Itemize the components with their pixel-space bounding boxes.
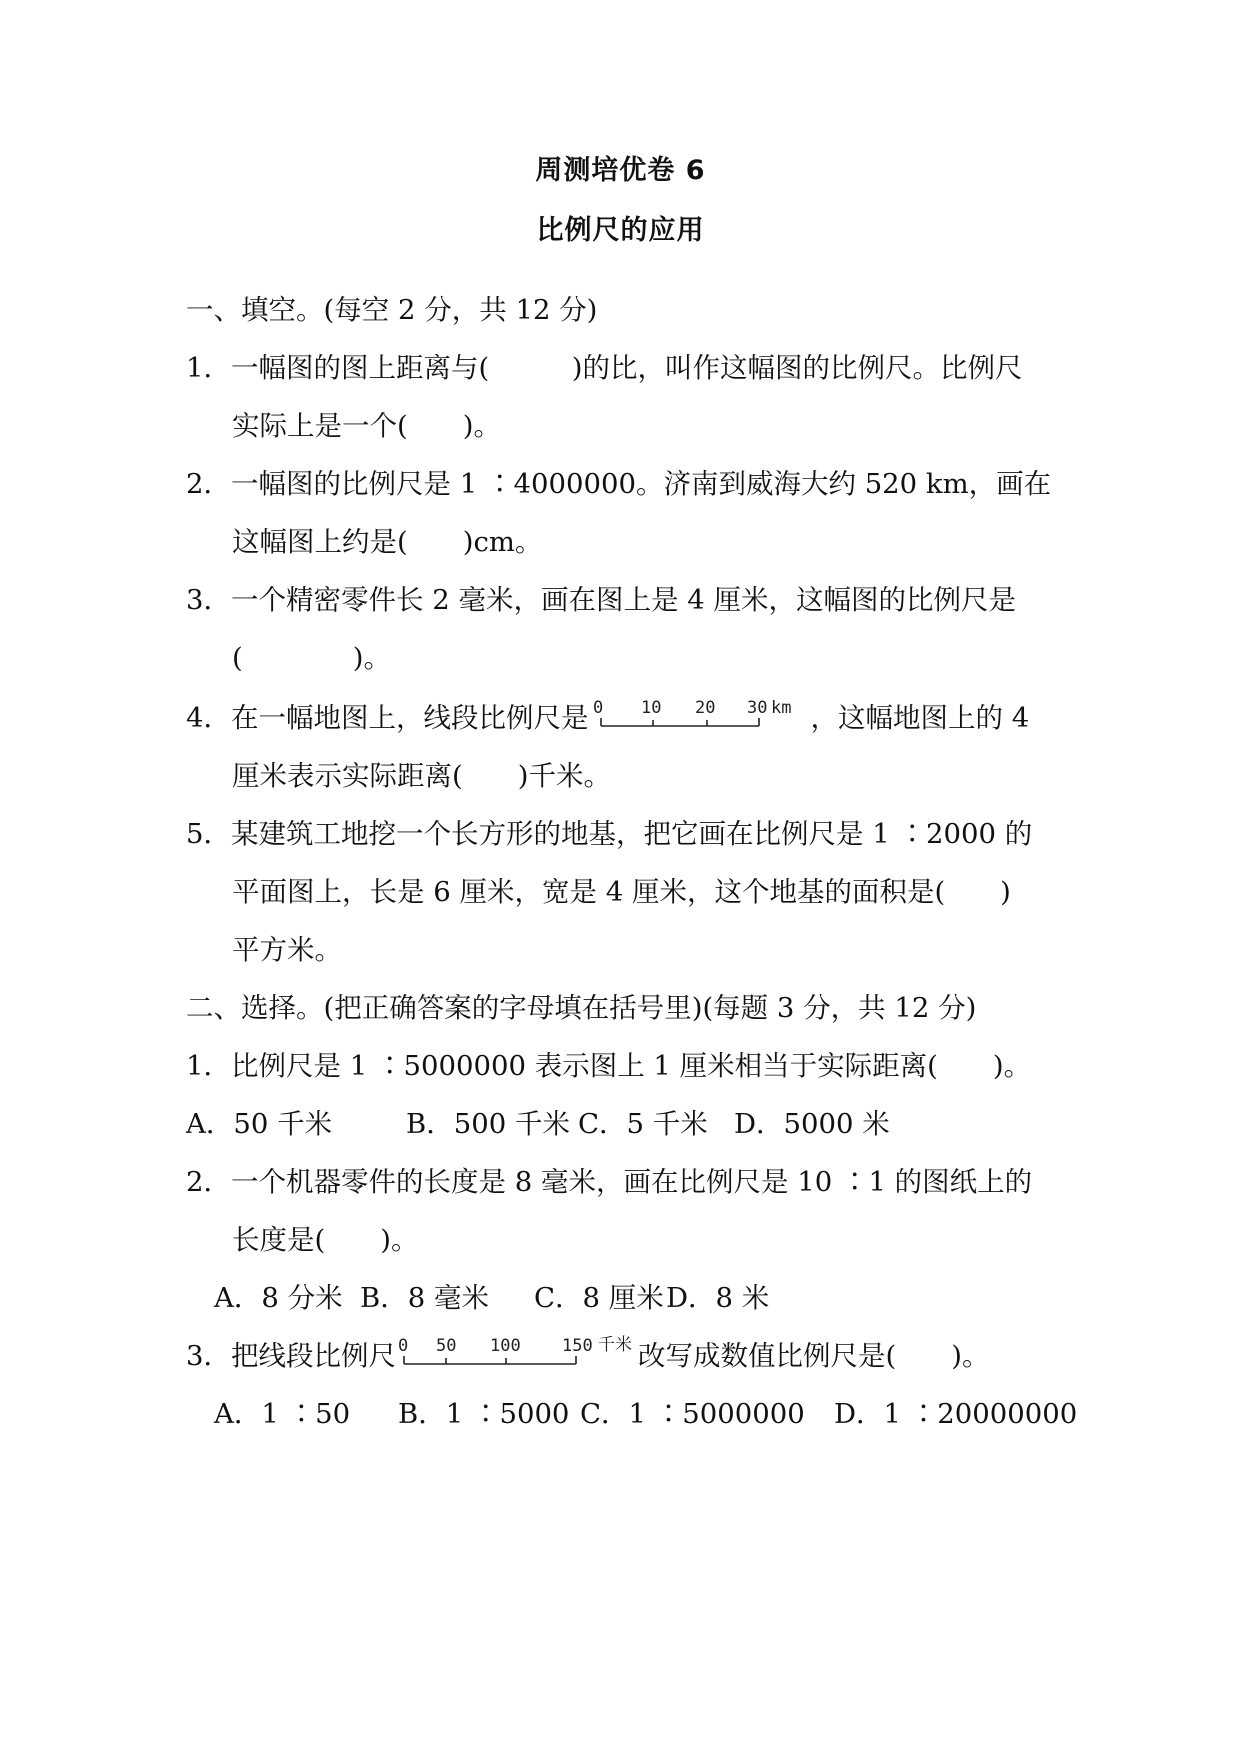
s2-q3-option-c: C．1 ∶5000000 bbox=[580, 1398, 805, 1430]
s1-q2-line1: 2．一幅图的比例尺是 1 ∶4000000。济南到威海大约 520 km，画在 bbox=[186, 468, 1052, 500]
s2-q3-option-a: A．1 ∶50 bbox=[214, 1398, 351, 1430]
scale-label-10: 10 bbox=[640, 698, 661, 718]
scale-label-50: 50 bbox=[436, 1336, 457, 1356]
s2-q1-stem: 1．比例尺是 1 ∶5000000 表示图上 1 厘米相当于实际距离( )。 bbox=[186, 1050, 1032, 1082]
s1-q4-prefix: 4．在一幅地图上，线段比例尺是 bbox=[186, 702, 589, 734]
scale-unit-qianmi: 千米 bbox=[598, 1335, 632, 1355]
scale-label-150: 150 bbox=[562, 1336, 593, 1356]
s2-q1-option-d: D．5000 米 bbox=[734, 1108, 890, 1140]
scale-label-20: 20 bbox=[694, 698, 715, 718]
scale-label-100: 100 bbox=[490, 1336, 521, 1356]
s1-q1-line1: 1．一幅图的图上距离与( )的比，叫作这幅图的比例尺。比例尺 bbox=[186, 352, 1023, 384]
scale-bar-km bbox=[601, 718, 759, 726]
s2-q2-option-a: A．8 分米 bbox=[214, 1282, 343, 1314]
s1-q3-line1: 3．一个精密零件长 2 毫米，画在图上是 4 厘米，这幅图的比例尺是 bbox=[186, 584, 1016, 616]
s2-q2-option-d: D．8 米 bbox=[666, 1282, 770, 1314]
s2-q3-option-d: D．1 ∶20000000 bbox=[834, 1398, 1078, 1430]
scale-label-0: 0 bbox=[592, 698, 603, 718]
line-scale-qianmi bbox=[396, 1336, 638, 1376]
page-title: 周测培优卷 6 bbox=[535, 155, 706, 186]
s2-q1-option-a: A．50 千米 bbox=[186, 1108, 333, 1140]
s2-q2-option-b: B．8 毫米 bbox=[360, 1282, 489, 1314]
s1-q4-suffix: ，这幅地图上的 4 bbox=[810, 702, 1030, 734]
section2-heading: 二、选择。(把正确答案的字母填在括号里)(每题 3 分，共 12 分) bbox=[186, 992, 977, 1024]
s2-q3-prefix: 3．把线段比例尺 bbox=[186, 1340, 396, 1372]
section1-heading: 一、填空。(每空 2 分，共 12 分) bbox=[186, 294, 598, 326]
scale-unit-km: km bbox=[770, 698, 791, 718]
scale-bar-qianmi bbox=[404, 1356, 576, 1364]
s2-q3-line1 bbox=[186, 1336, 989, 1376]
s2-q2-option-c: C．8 厘米 bbox=[534, 1282, 664, 1314]
s1-q3-line2: ( )。 bbox=[232, 642, 391, 674]
s1-q4-line1 bbox=[186, 698, 1029, 738]
s1-q1-line2: 实际上是一个( )。 bbox=[232, 410, 501, 442]
line-scale-km bbox=[589, 698, 811, 738]
s2-q3-option-b: B．1 ∶5000 bbox=[398, 1398, 570, 1430]
s1-q4-line2: 厘米表示实际距离( )千米。 bbox=[232, 760, 611, 792]
scale-label-30: 30 bbox=[746, 698, 767, 718]
s2-q2-line2: 长度是( )。 bbox=[232, 1224, 419, 1256]
s2-q1-option-c: C．5 千米 bbox=[578, 1108, 708, 1140]
s2-q3-suffix: 改写成数值比例尺是( )。 bbox=[638, 1340, 990, 1372]
s1-q5-line2: 平面图上，长是 6 厘米，宽是 4 厘米，这个地基的面积是( ) bbox=[232, 876, 1011, 908]
page-subtitle: 比例尺的应用 bbox=[536, 215, 705, 246]
s2-q2-line1: 2．一个机器零件的长度是 8 毫米，画在比例尺是 10 ∶1 的图纸上的 bbox=[186, 1166, 1033, 1198]
s1-q5-line1: 5．某建筑工地挖一个长方形的地基，把它画在比例尺是 1 ∶2000 的 bbox=[186, 818, 1033, 850]
s2-q1-option-b: B．500 千米 bbox=[406, 1108, 570, 1140]
scale-label-0: 0 bbox=[398, 1336, 409, 1356]
s1-q2-line2: 这幅图上约是( )cm。 bbox=[232, 526, 543, 558]
s1-q5-line3: 平方米。 bbox=[232, 934, 342, 966]
